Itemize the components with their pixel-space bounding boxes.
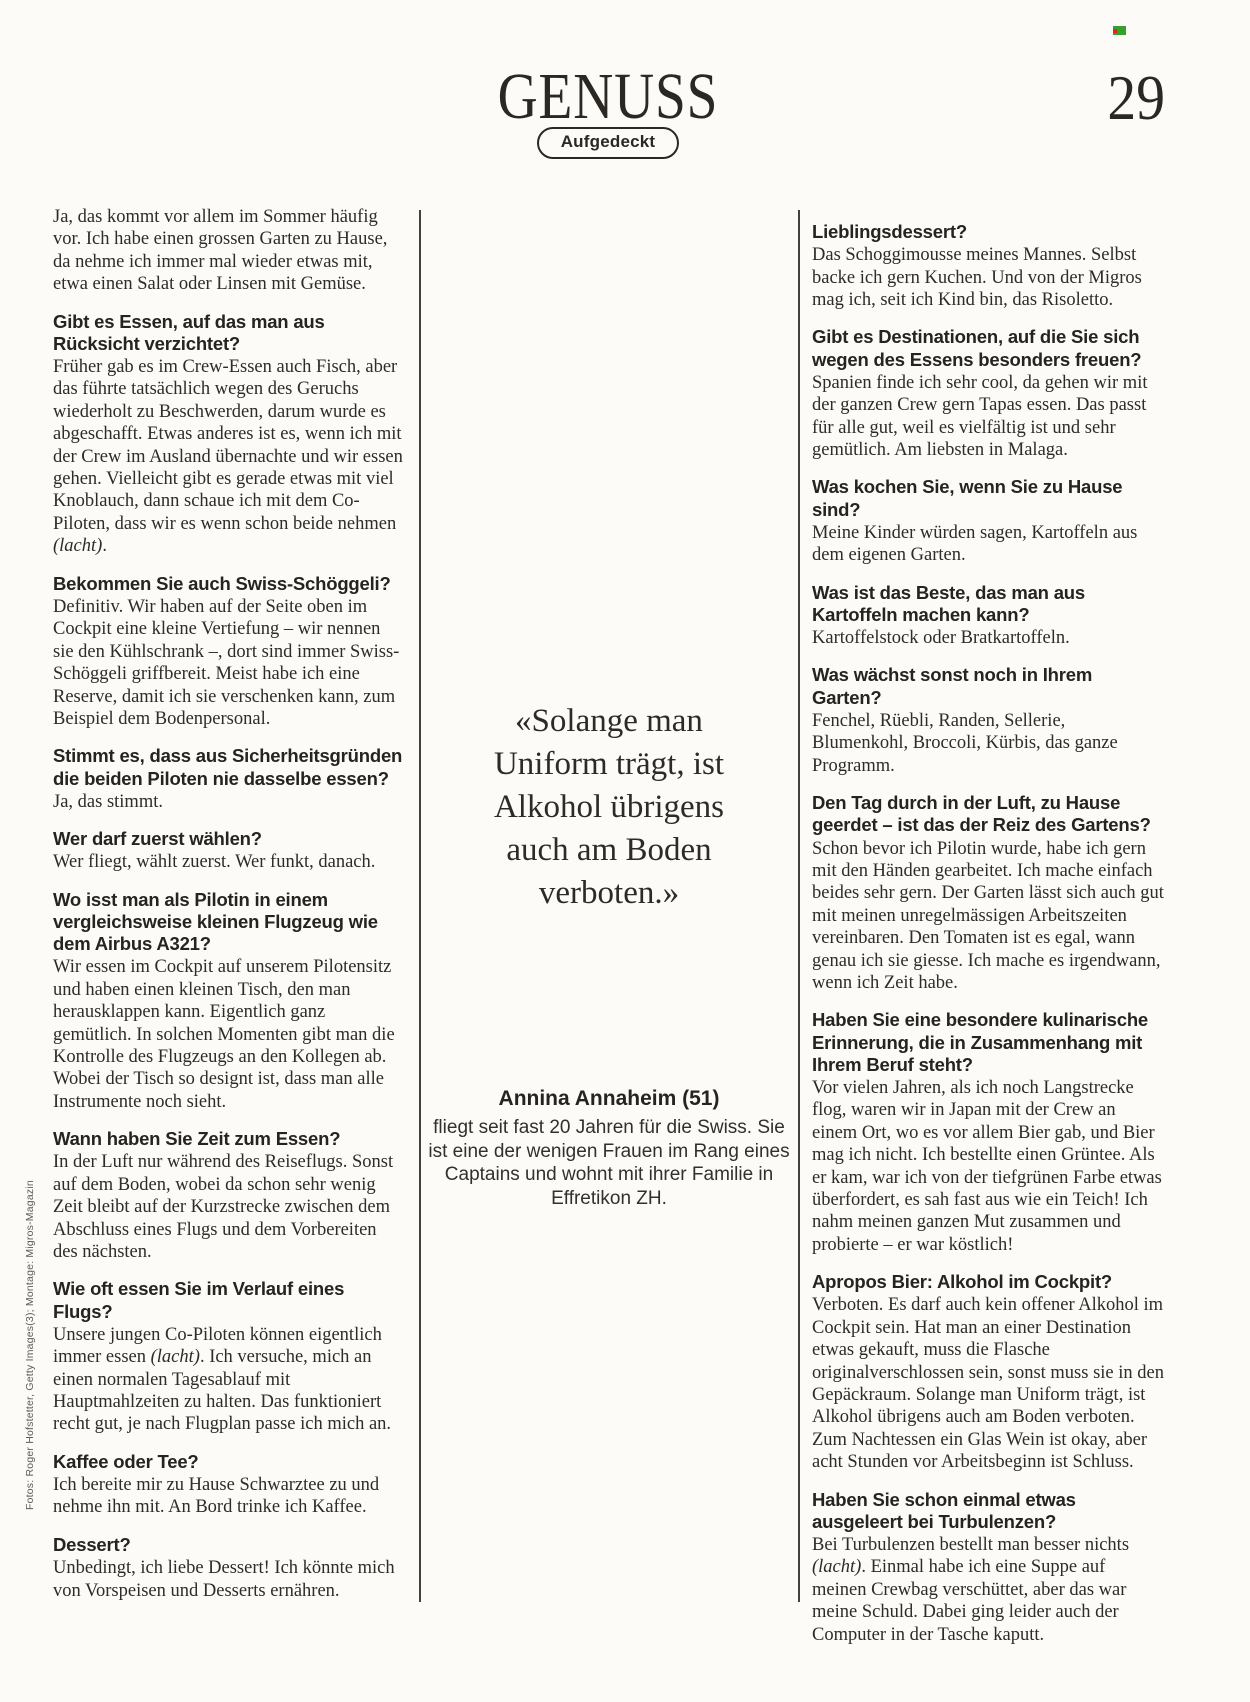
answer: Das Schoggimousse meines Mannes. Selbst backe ich gern Kuchen. Und von der Migros mag ich, seit ich Kind bin, das Risoletto. (812, 245, 1142, 311)
column-divider-right (798, 210, 800, 1602)
pixel-artifact (1113, 26, 1126, 35)
answer: Spanien finde ich sehr cool, da gehen wir mit der ganzen Crew gern Tapas essen. Das passt für alle gut, weil es vielfältig ist und sehr gemütlich. Am liebsten in Malaga. (812, 372, 1148, 461)
question: Kaffee oder Tee? (53, 1450, 199, 1472)
pull-quote-line: verboten.» (538, 875, 680, 911)
question: Was wächst sonst noch in Ihrem Garten? (812, 664, 1093, 708)
answer: Unsere jungen Co-Piloten können eigentlich immer essen (lacht). Ich versuche, mich an einen normalen Tagesablauf mit Hauptmahlzeiten zu halten. Das funktioniert recht gut, je nach Flugplan passe ich mich an. (53, 1324, 392, 1435)
question: Haben Sie schon einmal etwas ausgeleert bei Turbulenzen? (812, 1488, 1076, 1532)
answer: Fenchel, Rüebli, Randen, Sellerie, Blumenkohl, Broccoli, Kürbis, das ganze Programm. (812, 710, 1118, 776)
kicker-row (53, 127, 1163, 159)
pull-quote-line: «Solange man (515, 703, 703, 739)
question: Haben Sie eine besondere kulinarische Erinnerung, die in Zusammenhang mit Ihrem Beruf steht? (812, 1009, 1149, 1075)
column-divider-left (419, 210, 421, 1602)
section-title: GENUSS (497, 60, 719, 133)
qa-item (812, 476, 1164, 566)
answer: Bei Turbulenzen bestellt man besser nichts (lacht). Einmal habe ich eine Suppe auf meinen Crewbag verschüttet, aber das war meine Schuld. Dabei ging leider auch der Computer in der Tasche kaputt. (812, 1535, 1130, 1645)
left-column (53, 206, 405, 1602)
photo-credit: Fotos: Roger Hofstetter, Getty Images(3); Montage: Migros-Magazin (24, 1180, 36, 1510)
qa-item (812, 1271, 1164, 1473)
question: Stimmt es, dass aus Sicherheitsgründen die beiden Piloten nie dasselbe essen? (53, 745, 403, 789)
question: Den Tag durch in der Luft, zu Hause geerdet – ist das der Reiz des Gartens? (812, 792, 1151, 836)
interviewee-description: fliegt seit fast 20 Jahren für die Swiss. Sie ist eine der wenigen Frauen im Rang eines Captains und wohnt mit ihrer Familie in Effretikon ZH. (428, 1117, 790, 1209)
qa-item (812, 326, 1164, 461)
question: Lieblingsdessert? (812, 221, 967, 242)
question: Wann haben Sie Zeit zum Essen? (53, 1128, 341, 1150)
qa-item (812, 582, 1164, 650)
qa-item (53, 311, 405, 558)
question: Gibt es Essen, auf das man aus Rücksicht verzichtet? (53, 310, 325, 354)
answer: Definitiv. Wir haben auf der Seite oben im Cockpit eine kleine Vertiefung – wir nennen sie den Kühlschrank –, dort sind immer Swiss-Schöggeli griffbereit. Meist habe ich eine Reserve, damit ich sie verschenken kann, zum Beispiel dem Bodenpersonal. (53, 596, 400, 729)
answer: Früher gab es im Crew-Essen auch Fisch, aber das führte tatsächlich wegen des Geruchs wiederholt zu Beschwerden, darum wurde es abgeschafft. Etwas anderes ist es, wenn ich mit der Crew im Ausland übernachte und wir essen gehen. Vielleicht gibt es gerade etwas mit viel Knoblauch, dann schaue ich mit dem Co-Piloten, dass wir es wenn schon beide nehmen (lacht). (53, 357, 403, 557)
answer: Ja, das stimmt. (53, 791, 163, 812)
interviewee-name: Annina Annaheim (51) (498, 1087, 720, 1110)
answer: Unbedingt, ich liebe Dessert! Ich könnte mich von Vorspeisen und Desserts ernähren. (53, 1558, 395, 1601)
answer: Ich bereite mir zu Hause Schwarztee zu und nehme ihn mit. An Bord trinke ich Kaffee. (53, 1475, 380, 1518)
pull-quote-line: Uniform trägt, ist (493, 746, 725, 782)
answer: Kartoffelstock oder Bratkartoffeln. (812, 628, 1070, 649)
pull-quote-line: Alkohol übrigens (493, 789, 725, 825)
question: Dessert? (53, 1533, 131, 1555)
qa-item (812, 664, 1164, 777)
qa-item (812, 221, 1164, 311)
question: Was ist das Beste, das man aus Kartoffeln machen kann? (812, 581, 1085, 625)
qa-item (53, 889, 405, 1113)
answer: Meine Kinder würden sagen, Kartoffeln aus dem eigenen Garten. (812, 522, 1138, 566)
answer: Verboten. Es darf auch kein offener Alkohol im Cockpit sein. Hat man an einer Destination etwas gekauft, muss die Flasche originalverschlossen sein, sonst muss sie in den Gepäckraum. Solange man Uniform trägt, ist Alkohol übrigens auch am Boden verboten. Zum Nachtessen ein Glas Wein ist okay, aber acht Stunden vor Arbeitsbeginn ist Schluss. (812, 1295, 1164, 1473)
pull-quote-line: auch am Boden (506, 832, 712, 868)
pixel-artifact-red (1113, 29, 1117, 33)
kicker-badge: Aufgedeckt (537, 127, 680, 159)
answer: In der Luft nur während des Reiseflugs. Sonst auf dem Boden, wobei da schon sehr wenig Zeit bleibt auf der Kurzstrecke zwischen dem Abschluss eines Flugs und dem Vorbereiten des nächsten. (53, 1152, 394, 1263)
qa-item (812, 1009, 1164, 1256)
answer: Ja, das kommt vor allem im Sommer häufig vor. Ich habe einen grossen Garten zu Hause, da nehme ich immer mal wieder etwas mit, etwa einen Salat oder Linsen mit Gemüse. (53, 207, 388, 295)
question: Wie oft essen Sie im Verlauf eines Flugs? (53, 1278, 345, 1322)
qa-item (53, 745, 405, 813)
qa-item (53, 1534, 405, 1602)
question: Gibt es Destinationen, auf die Sie sich wegen des Essens besonders freuen? (812, 326, 1142, 370)
qa-item (53, 828, 405, 874)
question: Was kochen Sie, wenn Sie zu Hause sind? (812, 476, 1123, 520)
qa-item (812, 1489, 1164, 1646)
answer: Schon bevor ich Pilotin wurde, habe ich gern mit den Händen gearbeitet. Ich mache einfach beides sehr gern. Der Garten lässt sich auch gut mit meinen unregelmässigen Arbeitszeiten vereinbaren. Den Tomaten ist es egal, wann genau ich sie giesse. Ich mache es irgendwann, wenn ich Zeit habe. (812, 838, 1164, 993)
qa-item (53, 1278, 405, 1435)
qa-item (53, 573, 405, 731)
answer: Vor vielen Jahren, als ich noch Langstrecke flog, waren wir in Japan mit der Crew an einem Ort, wo es vor allem Bier gab, und Bier mag ich nicht. Ich bestellte einen Grüntee. Als er kam, war ich von der tiefgrünen Farbe etwas überfordert, es sah fast aus wie ein Teich! Ich nahm meinen ganzen Mut zusammen und probierte – er war köstlich! (812, 1077, 1162, 1255)
question: Bekommen Sie auch Swiss-Schöggeli? (53, 572, 391, 594)
pull-quote (424, 700, 794, 915)
question: Apropos Bier: Alkohol im Cockpit? (812, 1271, 1113, 1293)
right-column (812, 206, 1164, 1646)
answer: Wir essen im Cockpit auf unserem Pilotensitz und haben einen kleinen Tisch, den man herausklappen kann. Eigentlich ganz gemütlich. In solchen Momenten gibt man die Kontrolle des Flugzeugs an den Kollegen ab. Wobei der Tisch so designt ist, dass man alle Instrumente noch sieht. (53, 957, 395, 1112)
qa-item (53, 1128, 405, 1263)
interviewee-bio (424, 1086, 794, 1210)
question: Wo isst man als Pilotin in einem vergleichsweise kleinen Flugzeug wie dem Airbus A321? (53, 888, 378, 955)
answer: Wer fliegt, wählt zuerst. Wer funkt, danach. (53, 852, 376, 873)
page-number: 29 (1107, 62, 1165, 133)
question: Wer darf zuerst wählen? (53, 828, 262, 850)
qa-item (53, 1451, 405, 1519)
qa-item (812, 792, 1164, 994)
